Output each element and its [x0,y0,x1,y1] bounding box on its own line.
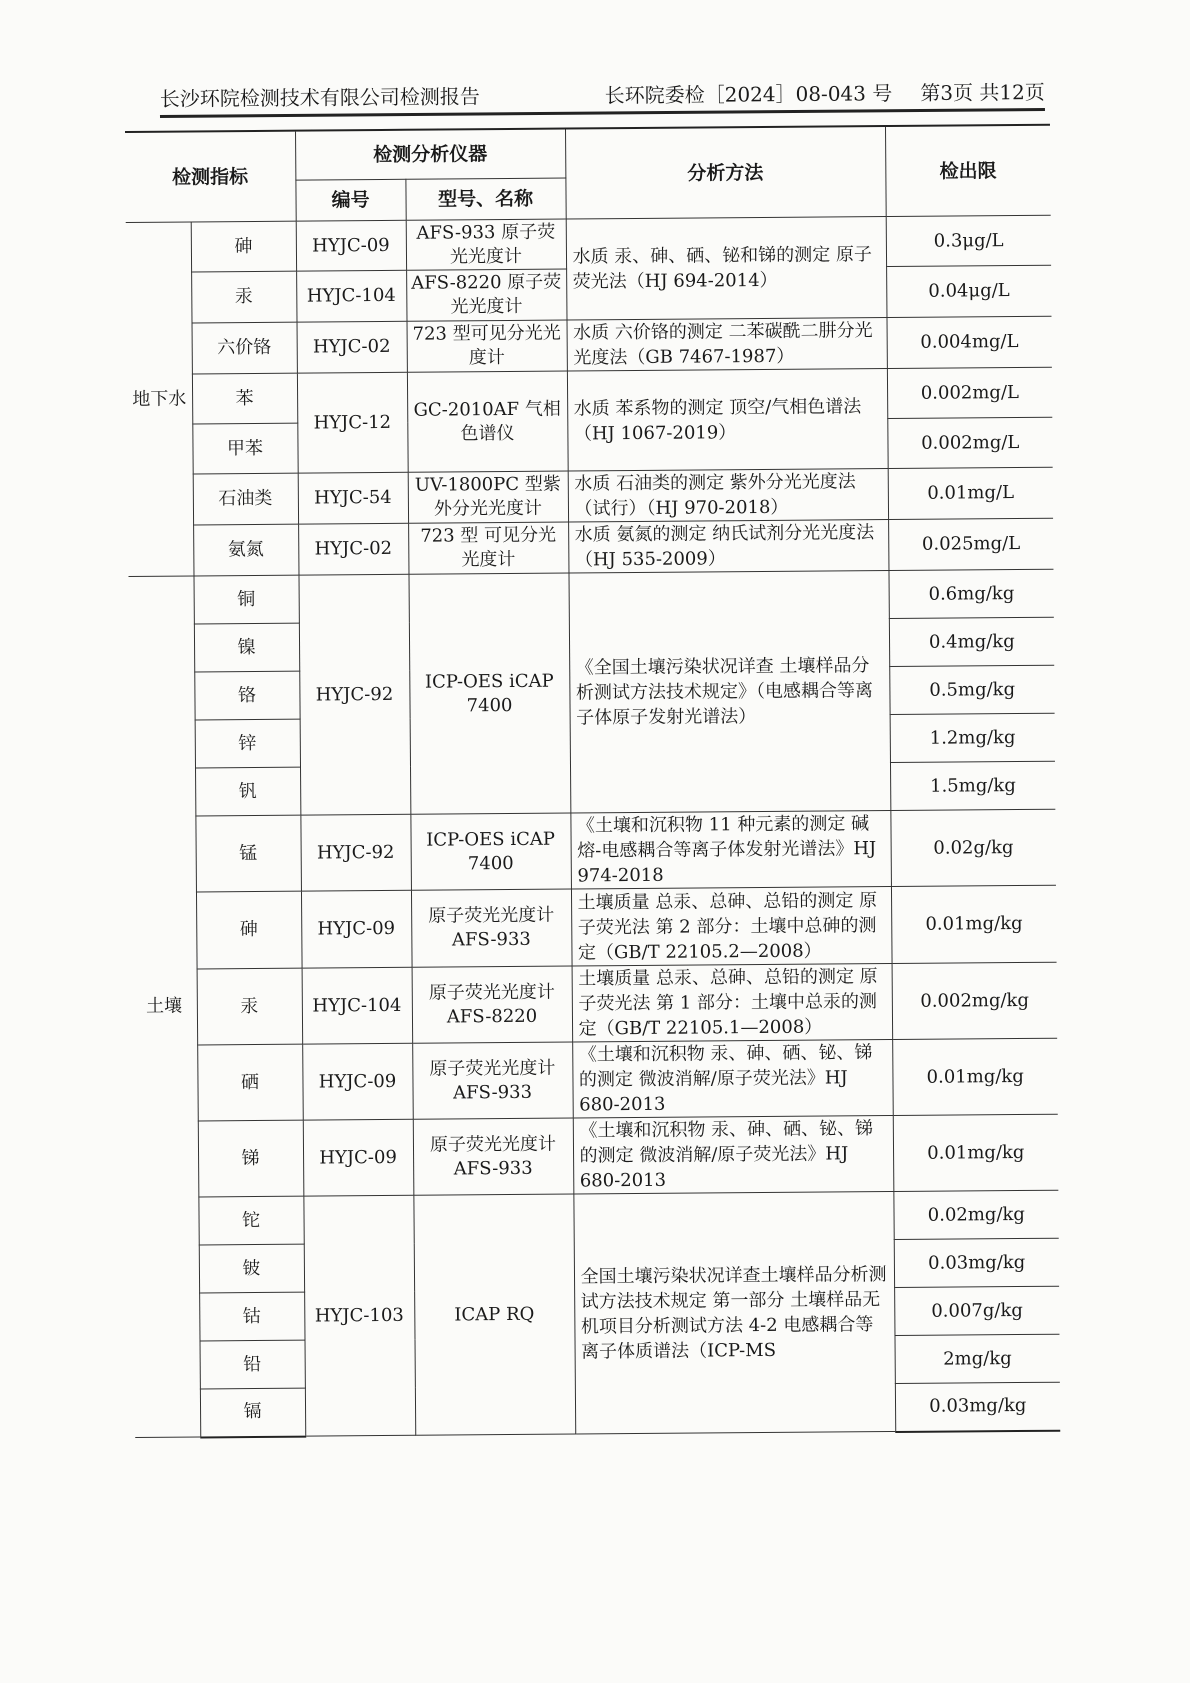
table-row [133,1190,1058,1245]
item-cell: 苯 [192,373,297,424]
page-number: 第3页 共12页 [920,80,1045,106]
company-title: 长沙环院检测技术有限公司检测报告 [159,84,480,112]
limit-cell: 0.007g/kg [894,1286,1059,1335]
limit-cell: 0.01mg/kg [892,1038,1058,1115]
model-cell: ICP-OES iCAP 7400 [409,573,571,814]
model-cell: ICP-OES iCAP 7400 [410,813,571,890]
limit-cell: 0.002mg/kg [892,962,1058,1039]
limit-cell: 0.025mg/L [888,518,1053,570]
page-header [160,63,1045,118]
limit-cell: 0.03mg/kg [895,1382,1060,1431]
table-row [132,1038,1058,1121]
model-cell: 723 型可见分光光度计 [407,320,567,372]
code-cell: HYJC-104 [302,967,413,1044]
limit-cell: 0.5mg/kg [889,665,1054,714]
code-cell: HYJC-12 [297,372,408,473]
table-row [127,367,1052,424]
code-cell: HYJC-54 [298,472,408,524]
item-cell: 铬 [194,671,299,720]
item-cell: 汞 [197,968,303,1045]
table-row [131,885,1057,969]
item-cell: 石油类 [193,473,298,525]
limit-cell: 0.02mg/kg [893,1190,1058,1239]
limit-cell: 1.2mg/kg [890,713,1055,762]
table-row [127,316,1052,374]
category-soil: 土壤 [128,576,200,1437]
table-row [128,467,1053,525]
model-cell: 原子荧光光度计 AFS-933 [412,1042,573,1119]
item-cell: 铅 [200,1340,305,1389]
limit-cell: 0.03mg/kg [894,1238,1059,1287]
item-cell: 锰 [195,815,301,892]
method-cell: 全国土壤污染状况详查土壤样品分析测试方法技术规定 第一部分 土壤样品无机项目分析测试方法 4-2 电感耦合等离子体质谱法（ICP-MS [573,1191,895,1434]
item-cell: 铜 [193,575,298,624]
table-row [132,962,1058,1045]
model-cell: 原子荧光光度计 AFS-8220 [412,966,573,1043]
method-cell: 水质 苯系物的测定 顶空/气相色谱法（HJ 1067-2019） [567,369,888,472]
item-cell: 铊 [198,1196,303,1245]
item-cell: 汞 [191,271,296,323]
methods-table-wrapper [125,124,1060,1439]
header-model: 型号、名称 [405,178,565,220]
method-cell: 《土壤和沉积物 汞、砷、硒、铋、锑的测定 微波消解/原子荧光法》HJ 680-2013 [573,1116,894,1195]
table-row [130,809,1056,892]
limit-cell: 0.002mg/L [887,367,1052,418]
limit-cell: 0.01mg/kg [891,885,1057,963]
code-cell: HYJC-103 [303,1195,415,1436]
code-cell: HYJC-09 [301,890,412,968]
item-cell: 砷 [191,221,296,272]
code-cell: HYJC-02 [297,321,407,373]
item-cell: 镉 [200,1388,305,1437]
method-cell: 《全国土壤污染状况详查 土壤样品分析测试方法技术规定》（电感耦合等离子体原子发射光谱法） [569,571,891,814]
method-cell: 水质 氨氮的测定 纳氏试剂分光光度法（HJ 535-2009） [568,520,888,574]
code-cell: HYJC-09 [303,1119,414,1196]
code-cell: HYJC-92 [300,814,411,891]
header-code: 编号 [295,179,405,221]
category-groundwater: 地下水 [126,222,194,576]
model-cell: 原子荧光光度计 AFS-933 [413,1118,574,1195]
model-cell: UV-1800PC 型紫外分光光度计 [408,471,568,523]
model-cell: 原子荧光光度计 AFS-933 [411,889,572,967]
item-cell: 锑 [198,1120,304,1197]
code-cell: HYJC-09 [296,220,406,271]
limit-cell: 0.004mg/L [887,316,1052,368]
code-cell: HYJC-02 [298,523,408,575]
limit-cell: 1.5mg/kg [890,761,1055,810]
limit-cell: 0.002mg/L [887,417,1052,468]
table-header-row [125,125,1050,182]
report-number: 长环院委检［2024］08-043 号 [604,81,893,108]
model-cell: ICAP RQ [413,1194,575,1435]
item-cell: 砷 [196,891,302,969]
method-cell: 《土壤和沉积物 汞、砷、硒、铋、锑的测定 微波消解/原子荧光法》HJ 680-2013 [572,1040,893,1119]
item-cell: 硒 [197,1044,303,1121]
item-cell: 甲苯 [192,423,297,474]
code-cell: HYJC-09 [302,1043,413,1120]
header-instrument: 检测分析仪器 [295,129,565,181]
code-cell: HYJC-104 [296,270,406,322]
item-cell: 锌 [195,719,300,768]
header-limit: 检出限 [885,125,1051,217]
header-method: 分析方法 [565,126,886,219]
item-cell: 钒 [195,767,300,816]
limit-cell: 0.6mg/kg [889,569,1054,618]
limit-cell: 0.04μg/L [886,265,1051,317]
table-row [128,569,1053,624]
limit-cell: 0.3μg/L [886,215,1051,266]
code-cell: HYJC-92 [299,574,411,815]
item-cell: 氨氮 [193,524,298,576]
header-indicator: 检测指标 [125,131,296,223]
method-cell: 《土壤和沉积物 11 种元素的测定 碱熔-电感耦合等离子体发射光谱法》HJ 974-2018 [570,811,891,890]
model-cell: AFS-8220 原子荧光光度计 [406,269,566,321]
table-row [133,1114,1059,1197]
methods-table [125,124,1060,1439]
limit-cell: 2mg/kg [895,1334,1060,1383]
item-cell: 镍 [194,623,299,672]
table-row [128,518,1053,576]
method-cell: 土壤质量 总汞、总砷、总铅的测定 原子荧光法 第 2 部分：土壤中总砷的测定（GB/T 22105.2—2008） [571,887,892,967]
table-row [126,215,1051,272]
model-cell: 723 型 可见分光光度计 [408,522,568,574]
item-cell: 六价铬 [192,322,297,374]
method-cell: 水质 六价铬的测定 二苯碳酰二肼分光光度法（GB 7467-1987） [567,318,887,372]
item-cell: 钴 [199,1292,304,1341]
limit-cell: 0.01mg/L [888,467,1053,519]
limit-cell: 0.01mg/kg [893,1114,1059,1191]
method-cell: 土壤质量 总汞、总砷、总铅的测定 原子荧光法 第 1 部分：土壤中总汞的测定（GB/T 22105.1—2008） [572,964,893,1043]
limit-cell: 0.4mg/kg [889,617,1054,666]
method-cell: 水质 石油类的测定 紫外分光光度法（试行）（HJ 970-2018） [568,469,888,523]
limit-cell: 0.02g/kg [890,809,1056,886]
model-cell: AFS-933 原子荧光光度计 [406,219,566,270]
model-cell: GC-2010AF 气相色谱仪 [407,371,568,472]
item-cell: 铍 [199,1244,304,1293]
method-cell: 水质 汞、砷、硒、铋和锑的测定 原子荧光法（HJ 694-2014） [566,217,887,321]
